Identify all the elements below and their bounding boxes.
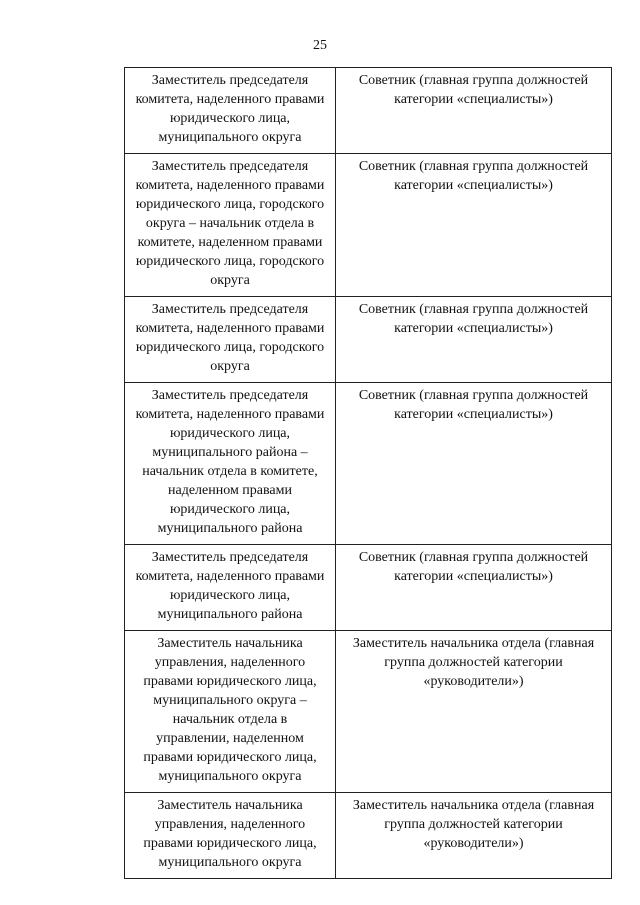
page-number: 25: [313, 38, 327, 53]
municipal-position-text: Заместитель начальника управления, наделенного правами юридического лица, муниципального округа – начальник отдела в управлении, наделенном правами юридического лица, муниципального округа: [143, 636, 317, 784]
table-cell-municipal-position: [125, 68, 336, 154]
table-cell-municipal-position: [125, 383, 336, 545]
civil-service-position-text: Советник (главная группа должностей категории «специалисты»): [358, 73, 589, 107]
positions-table: [124, 67, 612, 879]
civil-service-position-text: Советник (главная группа должностей категории «специалисты»): [358, 159, 589, 193]
table-cell-municipal-position: [125, 545, 336, 631]
table-row: [125, 297, 612, 383]
table-cell-municipal-position: [125, 793, 336, 879]
table-row: [125, 383, 612, 545]
table-cell-municipal-position: [125, 297, 336, 383]
municipal-position-text: Заместитель председателя комитета, наделенного правами юридического лица, муниципального района – начальник отдела в комитете, наделенном правами юридического лица, муниципального района: [135, 388, 325, 536]
table-cell-municipal-position: [125, 631, 336, 793]
table-row: [125, 631, 612, 793]
municipal-position-text: Заместитель председателя комитета, наделенного правами юридического лица, городского округа – начальник отдела в комитете, наделенном правами юридического лица, городского округа: [135, 159, 325, 288]
civil-service-position-text: Советник (главная группа должностей категории «специалисты»): [358, 550, 589, 584]
table-row: [125, 793, 612, 879]
table-cell-civil-service-position: [336, 154, 612, 297]
table-cell-civil-service-position: [336, 545, 612, 631]
table-cell-civil-service-position: [336, 68, 612, 154]
civil-service-position-text: Заместитель начальника отдела (главная группа должностей категории «руководители»): [352, 798, 595, 851]
municipal-position-text: Заместитель начальника управления, наделенного правами юридического лица, муниципального округа: [143, 798, 317, 870]
table-row: [125, 545, 612, 631]
table-cell-municipal-position: [125, 154, 336, 297]
table-cell-civil-service-position: [336, 297, 612, 383]
municipal-position-text: Заместитель председателя комитета, наделенного правами юридического лица, муниципального округа: [135, 73, 325, 145]
table-row: [125, 68, 612, 154]
table-cell-civil-service-position: [336, 793, 612, 879]
table-row: [125, 154, 612, 297]
civil-service-position-text: Заместитель начальника отдела (главная группа должностей категории «руководители»): [352, 636, 595, 689]
civil-service-position-text: Советник (главная группа должностей категории «специалисты»): [358, 302, 589, 336]
table-cell-civil-service-position: [336, 631, 612, 793]
table-cell-civil-service-position: [336, 383, 612, 545]
municipal-position-text: Заместитель председателя комитета, наделенного правами юридического лица, городского округа: [135, 302, 325, 374]
municipal-position-text: Заместитель председателя комитета, наделенного правами юридического лица, муниципального района: [135, 550, 325, 622]
civil-service-position-text: Советник (главная группа должностей категории «специалисты»): [358, 388, 589, 422]
